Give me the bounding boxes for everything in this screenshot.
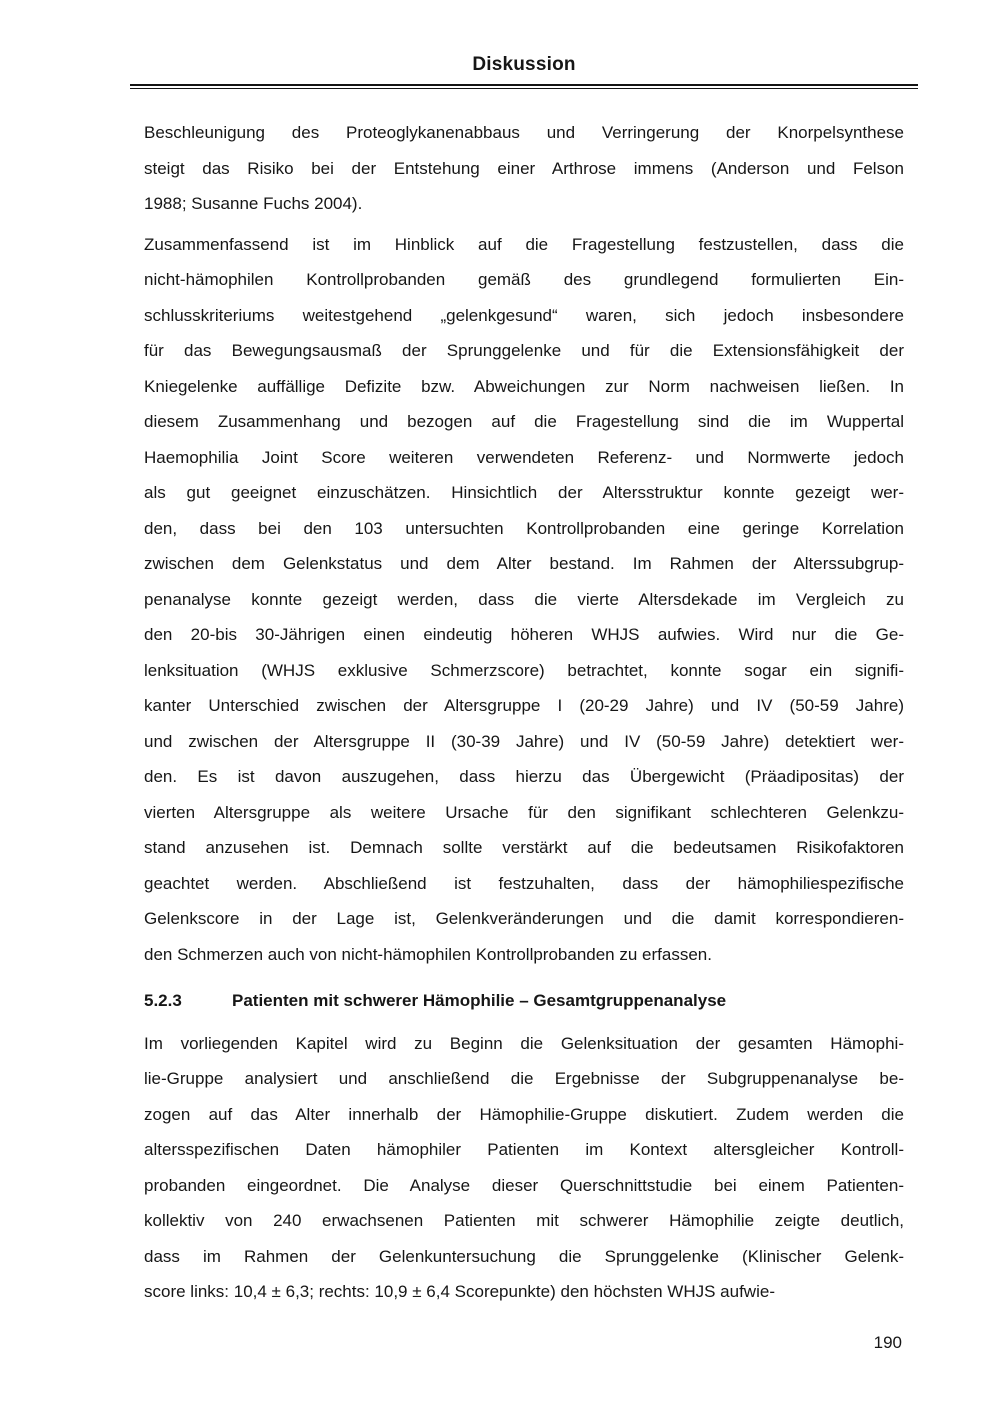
text-line: kanter Unterschied zwischen der Altersgruppe I (20-29 Jahre) und IV (50-59 Jahre): [144, 696, 904, 715]
text-line: den Schmerzen auch von nicht-hämophilen Kontrollprobanden zu erfassen.: [144, 944, 712, 964]
text-line: schlusskriteriums weitestgehend „gelenkgesund“ waren, sich jedoch insbesondere: [144, 305, 904, 325]
text-line: nicht-hämophilen Kontrollprobanden gemäß des grundlegend formulierten Ein-: [144, 270, 904, 289]
paragraph: [144, 1026, 904, 1310]
section-heading: [144, 983, 904, 1019]
text-line: score links: 10,4 ± 6,3; rechts: 10,9 ± 6,4 Scorepunkte) den höchsten WHJS aufwie-: [144, 1282, 775, 1301]
header-rule: [130, 84, 918, 89]
paragraph: [144, 227, 904, 973]
paragraph: [144, 115, 904, 222]
text-line: geachtet werden. Abschließend ist festzuhalten, dass der hämophiliespezifische: [144, 873, 904, 893]
text-line: penanalyse konnte gezeigt werden, dass die vierte Altersdekade im Vergleich zu: [144, 589, 904, 609]
text-line: und zwischen der Altersgruppe II (30-39 Jahre) und IV (50-59 Jahre) detektiert wer-: [144, 731, 904, 751]
text-line: Beschleunigung des Proteoglykanenabbaus und Verringerung der Knorpelsynthese: [144, 123, 904, 142]
text-line: zogen auf das Alter innerhalb der Hämophilie-Gruppe diskutiert. Zudem werden die: [144, 1104, 904, 1124]
text-line: stand anzusehen ist. Demnach sollte verstärkt auf die bedeutsamen Risikofaktoren: [144, 838, 904, 857]
text-line: Gelenkscore in der Lage ist, Gelenkveränderungen und die damit korrespondieren-: [144, 909, 904, 928]
text-line: für das Bewegungsausmaß der Sprunggelenke und für die Extensionsfähigkeit der: [144, 341, 904, 360]
text-line: kollektiv von 240 erwachsenen Patienten mit schwerer Hämophilie zeigte deutlich,: [144, 1211, 904, 1230]
text-line: Kniegelenke auffällige Defizite bzw. Abweichungen zur Norm nachweisen ließen. In: [144, 376, 904, 396]
text-line: diesem Zusammenhang und bezogen auf die Fragestellung sind die im Wuppertal: [144, 412, 904, 431]
text-line: 1988; Susanne Fuchs 2004).: [144, 194, 363, 213]
text-line: vierten Altersgruppe als weitere Ursache für den signifikant schlechteren Gelenkzu-: [144, 802, 904, 822]
text-line: Zusammenfassend ist im Hinblick auf die Fragestellung festzustellen, dass die: [144, 234, 904, 254]
chapter-title: Diskussion: [472, 54, 576, 75]
section-title: Patienten mit schwerer Hämophilie – Gesamtgruppenanalyse: [232, 991, 727, 1010]
text-line: Im vorliegenden Kapitel wird zu Beginn die Gelenksituation der gesamten Hämophi-: [144, 1033, 904, 1053]
document-body: [144, 115, 904, 1310]
text-line: als gut geeignet einzuschätzen. Hinsichtlich der Altersstruktur konnte gezeigt wer-: [144, 483, 904, 502]
text-line: den 20-bis 30-Jährigen einen eindeutig höheren WHJS aufwies. Wird nur die Ge-: [144, 625, 904, 644]
text-line: lenksituation (WHJS exklusive Schmerzscore) betrachtet, konnte sogar ein signifi-: [144, 660, 904, 680]
text-line: Haemophilia Joint Score weiteren verwendeten Referenz- und Normwerte jedoch: [144, 447, 904, 467]
text-line: zwischen dem Gelenkstatus und dem Alter bestand. Im Rahmen der Alterssubgrup-: [144, 554, 904, 573]
page-number: 190: [873, 1333, 902, 1352]
text-line: dass im Rahmen der Gelenkuntersuchung die Sprunggelenke (Klinischer Gelenk-: [144, 1246, 904, 1266]
text-line: steigt das Risiko bei der Entstehung einer Arthrose immens (Anderson und Felson: [144, 158, 904, 178]
section-number: 5.2.3: [144, 991, 182, 1010]
text-line: probanden eingeordnet. Die Analyse dieser Querschnittstudie bei einem Patienten-: [144, 1175, 904, 1195]
text-line: den, dass bei den 103 untersuchten Kontrollprobanden eine geringe Korrelation: [144, 518, 904, 538]
text-line: lie-Gruppe analysiert und anschließend die Ergebnisse der Subgruppenanalyse be-: [144, 1069, 904, 1088]
text-line: den. Es ist davon auszugehen, dass hierzu das Übergewicht (Präadipositas) der: [144, 767, 904, 786]
text-line: altersspezifischen Daten hämophiler Patienten im Kontext altersgleicher Kontroll-: [144, 1140, 904, 1159]
page-header: [130, 52, 918, 89]
